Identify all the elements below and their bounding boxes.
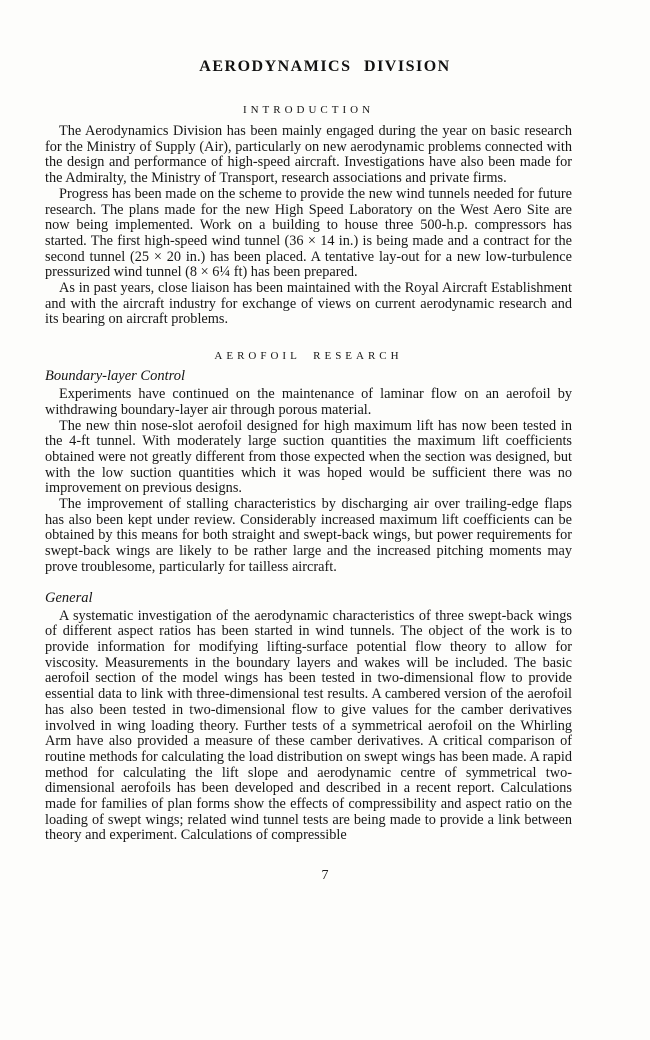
subheading-boundary-layer-control: Boundary-layer Control xyxy=(45,368,186,385)
paragraph: The new thin nose-slot aerofoil designed for high maximum lift has now been tested in the 4-ft tunnel. With moderately large suction quantities the maximum lift coefficients obtained were not greatly different from those expected when the section was designed, but with the low suction quantities which it was hoped would be sufficient there was no improvement on previous designs. xyxy=(45,417,572,497)
paragraph: The improvement of stalling characteristics by discharging air over trailing-edge flaps has also been kept under review. Considerably increased maximum lift coefficients can be obtained by this means for both straight and swept-back wings, but power requirements for swept-back wings are likely to be rather large and the increased pitching moments may prove troublesome, particularly for tailless aircraft. xyxy=(45,496,572,575)
paragraph: A systematic investigation of the aerodynamic characteristics of three swept-back wings of different aspect ratios has been started in wind tunnels. The object of the work is to provide information for modifying lifting-surface potential flow theory to allow for viscosity. Measurements in the boundary layers and wakes will be included. The basic aerofoil section of the model wings has been tested in two-dimensional flow to provide essential data to link with three-dimensional test results. A cambered version of the aerofoil has also been tested in two-dimensional flow to give values for the camber derivatives involved in wing loading theory. Further tests of a symmetrical aerofoil on the Whirling Arm have also provided a measure of these camber derivatives. A critical comparison of routine methods for calculating the load distribution on swept wings has been made. A rapid method for calculating the lift slope and aerodynamic centre of symmetrical two-dimensional aerofoils has been developed and described in a recent report. Calculations made for families of plan forms show the effects of compressibility and aspect ratio on the loading of swept wings; related wind tunnel tests are being made to provide a link between theory and experiment. Calculations of compressible xyxy=(45,607,572,844)
page-number: 7 xyxy=(321,868,329,884)
section-heading-introduction: INTRODUCTION xyxy=(242,104,375,116)
page-title: AERODYNAMICS DIVISION xyxy=(199,58,451,75)
paragraph: The Aerodynamics Division has been mainly engaged during the year on basic research for the Ministry of Supply (Air), particularly on new aerodynamic problems connected with the design and performance of high-speed aircraft. Investigations have also been made for the Admiralty, the Ministry of Transport, research associations and private firms. xyxy=(45,123,572,187)
text-column xyxy=(45,104,572,844)
paragraph: As in past years, close liaison has been maintained with the Royal Aircraft Establishment and with the aircraft industry for exchange of views on current aerodynamic research and its bearing on aircraft problems. xyxy=(45,280,572,328)
section-heading-aerofoil-research: AEROFOIL RESEARCH xyxy=(214,350,403,363)
paragraph: Progress has been made on the scheme to provide the new wind tunnels needed for future research. The plans made for the new High Speed Laboratory on the West Aero Site are now being implemented. Work on a building to house three 500-h.p. compressors has started. The first high-speed wind tunnel (36 × 14 in.) is being made and a contract for the second tunnel (25 × 20 in.) has been placed. A tentative lay-out for a new low-turbulence pressurized wind tunnel (8 × 6¼ ft) has been prepared. xyxy=(45,185,572,281)
paragraph: Experiments have continued on the maintenance of laminar flow on an aerofoil by withdrawing boundary-layer air through porous material. xyxy=(45,386,572,418)
subheading-general: General xyxy=(45,589,93,606)
